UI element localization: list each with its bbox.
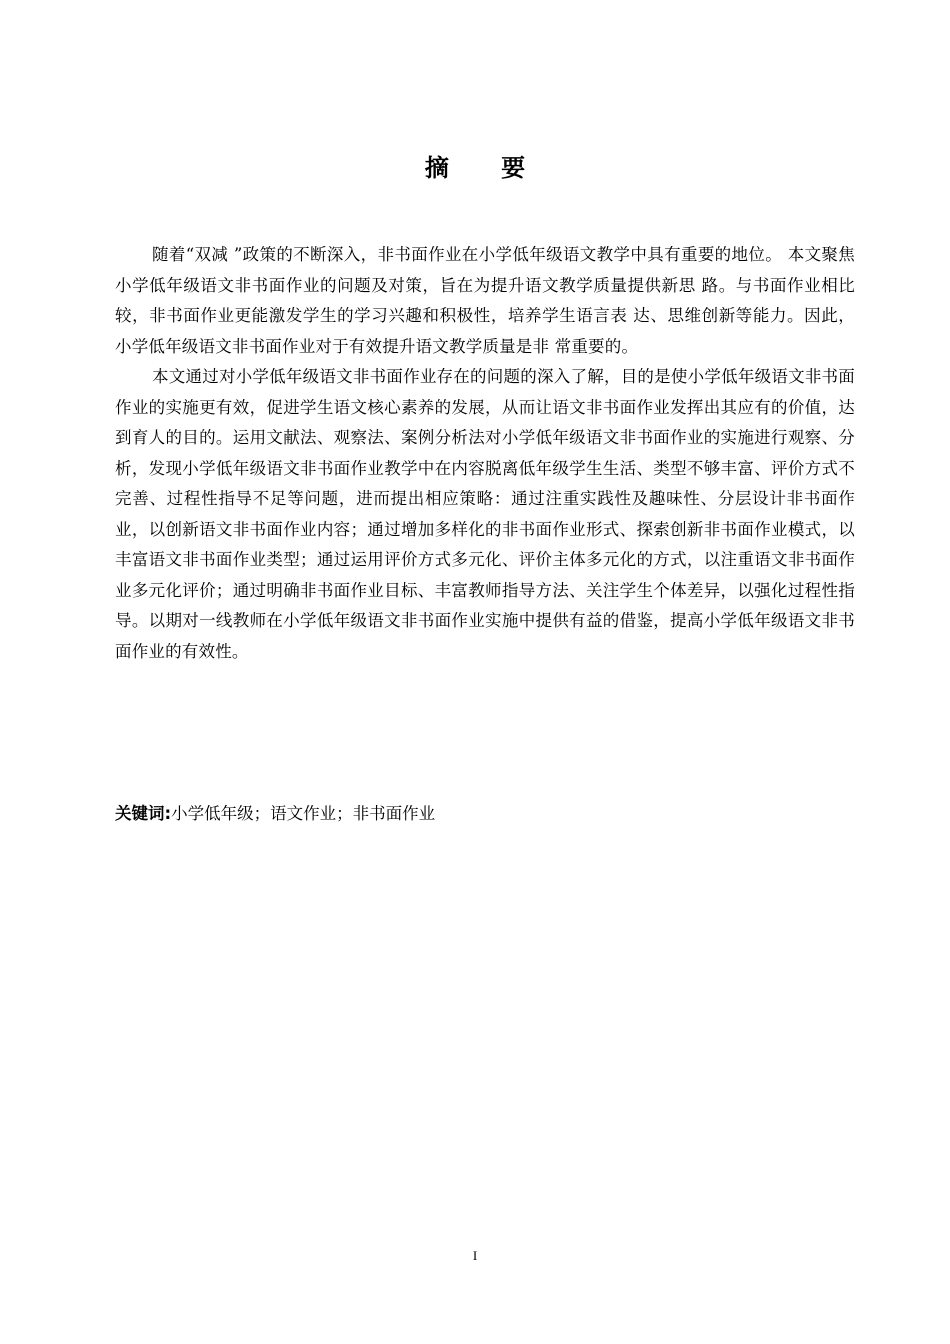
abstract-body xyxy=(115,240,855,667)
page-title: 摘 要 xyxy=(424,153,548,182)
abstract-paragraph-1: 随着“双减 ”政策的不断深入，非书面作业在小学低年级语文教学中具有重要的地位。 本文聚焦小学低年级语文非书面作业的问题及对策，旨在为提升语文教学质量提供新思 路。与书面作业相比较，非书面作业更能激发学生的学习兴趣和积极性，培养学生语言表 达、思维创新等能力。因此，小学低年级语文非书面作业对于有效提升语文教学质量是非 常重要的。 xyxy=(115,245,855,356)
abstract-paragraph-2: 本文通过对小学低年级语文非书面作业存在的问题的深入了解，目的是使小学低年级语文非书面作业的实施更有效，促进学生语文核心素养的发展，从而让语文非书面作业发挥出其应有的价值，达到育人的目的。运用文献法、观察法、案例分析法对小学低年级语文非书面作业的实施进行观察、分析，发现小学低年级语文非书面作业教学中在内容脱离低年级学生生活、类型不够丰富、评价方式不完善、过程性指导不足等问题，进而提出相应策略：通过注重实践性及趣味性、分层设计非书面作业，以创新语文非书面作业内容；通过增加多样化的非书面作业形式、探索创新非书面作业模式，以丰富语文非书面作业类型；通过运用评价方式多元化、评价主体多元化的方式，以注重语文非书面作业多元化评价；通过明确非书面作业目标、丰富教师指导方法、关注学生个体差异，以强化过程性指导。以期对一线教师在小学低年级语文非书面作业实施中提供有益的借鉴，提高小学低年级语文非书面作业的有效性。 xyxy=(115,367,855,661)
keywords-label: 关键词: xyxy=(115,804,172,823)
keywords-line xyxy=(115,800,855,828)
keywords-value: 小学低年级；语文作业；非书面作业 xyxy=(171,804,436,823)
page-number: I xyxy=(472,1248,478,1263)
